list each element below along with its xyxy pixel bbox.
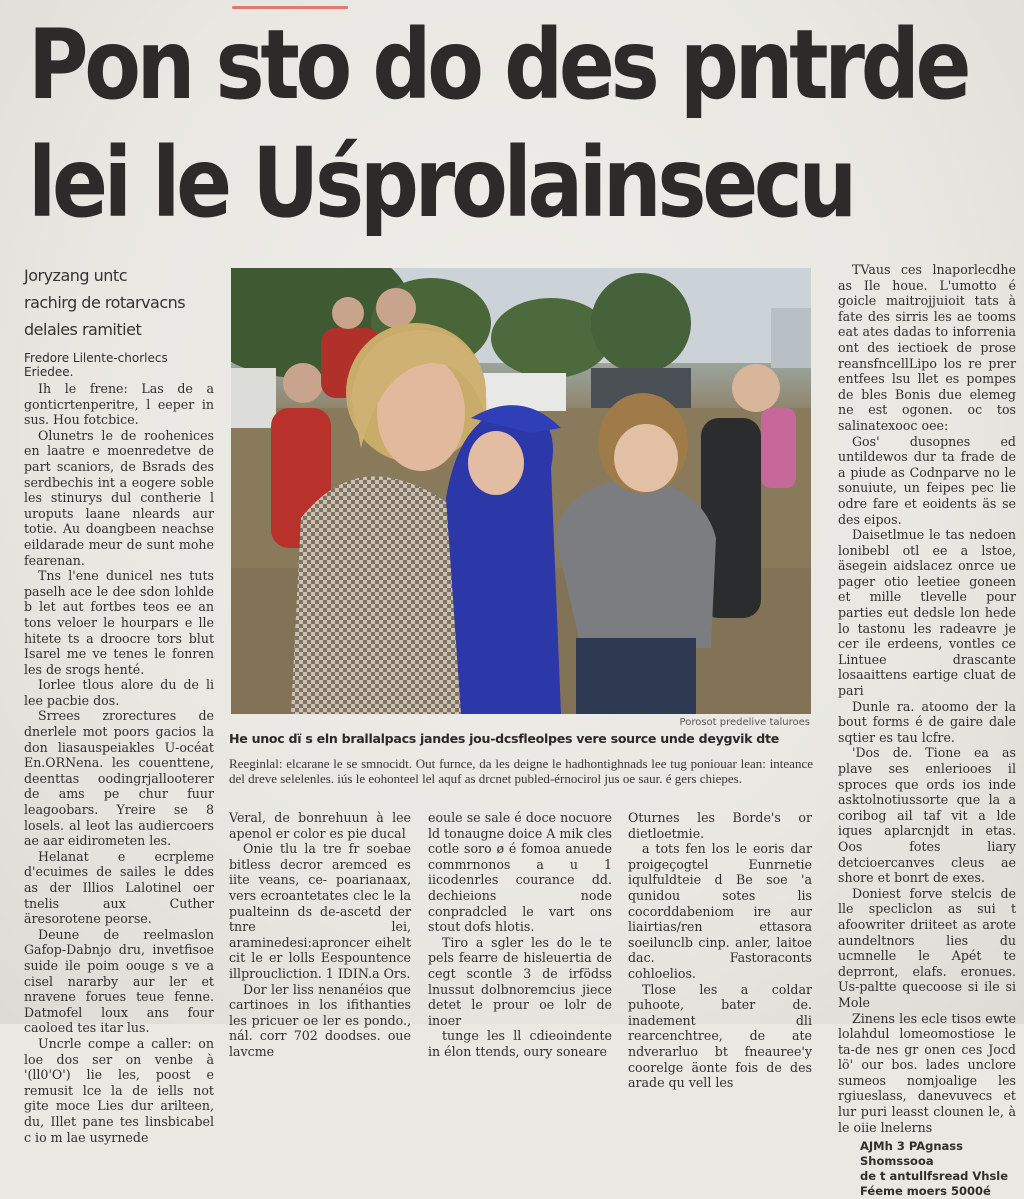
article-paragraph: Tns l'ene dunicel nes tuts paselh ace le dee sdon lohlde b let aut fortbes teos ee an tons veloer le hourpars e lle hitete ts a droocre tors blut Isarel me ve tenes le fonren les de srogs henté.: [24, 568, 214, 677]
article-paragraph: 'Dos de. Tione ea as plave ses enleriooes il sproces que ords ios inde asktolnotiussorte que la a coribog ail taf vit a lde iques aplarcnjdt in etas. Oos fotes liary detcioercanves cleus ae shore et bonrt de exes.: [838, 745, 1016, 886]
subhead-line: rachirg de rotarvacns: [24, 293, 186, 312]
subhead-line: delales ramitiet: [24, 320, 142, 339]
photo-credit: Porosot predelive taluroes: [679, 717, 810, 728]
byline-author: Fredore Lilente-chorlecs: [24, 351, 168, 365]
subhead-line: Joryzang untc: [24, 266, 127, 285]
article-paragraph: Tiro a sgler les do le te pels fearre de hisleuertia de cegt scontle 3 de irfödss lnussut dolbnoremcius jiece detet le prour oe lolr de inoer: [428, 934, 612, 1028]
article-paragraph: Daisetlmue le tas nedoen lonibebl otl ee a lstoe, äsegein aidslacez onrce ue pager otio leetiee goneen et mille tlevelle pour parties eut dedsle lon hede lo tastonu les radeavre je cer ile erdeens, vontles ce Lintuee drascante losaaittens eartige cluat de pari: [838, 527, 1016, 699]
article-paragraph: Onie tlu la tre fr soebae bitless decror aremced es iite veans, ce- poarianaax, vers ecroantetates clec le la pualteinn ds de-ascetd der tnre lei, araminedesi:aproncer eihelt cit le er lolls Eespountence illproucliction. 1 IDIN.a Ors.: [229, 841, 411, 981]
article-paragraph: eoule se sale é doce nocuore ld tonaugne doice A mik cles cotle soro ø é fomoa anuede commrnonos a u 1 iicodenrles courance dd. dechieions node conpradcled le vart ons stout dofs hlotis.: [428, 810, 612, 935]
lower-column-2: [428, 810, 612, 1060]
left-column: [24, 262, 214, 1145]
lower-column-3: [628, 810, 812, 1091]
article-paragraph: tunge les ll cdieoindente in élon ttends, oury soneare: [428, 1028, 612, 1059]
article-paragraph: Olunetrs le de roohenices en laatre e moenredetve de part scaniors, de Bsrads des serdbechis int a eogere soble les stinurys dul contherie l uroputs laane nleards aur totie. Au doangbeen neachse eildarade meur de sunt mohe fearenan.: [24, 427, 214, 568]
article-paragraph: Oturnes les Borde's or dietloetmie.: [628, 810, 812, 841]
news-photo: [231, 268, 811, 714]
author-signoff: [838, 1139, 1016, 1199]
article-paragraph: Gos' dusopnes ed untildewos dur ta frade de a piude as Codnparve no le sonuiute, un feipes pec lie odre fare et eoidents äs se des eipos.: [838, 433, 1016, 527]
headline-line-1: Pon sto do des pntrde: [28, 9, 968, 121]
headline: [28, 6, 968, 242]
byline: [24, 351, 214, 379]
byline-location: Eriedee.: [24, 365, 74, 379]
article-paragraph: Doniest forve stelcis de lle specliclon as sui t afoowriter driiteet as arote aundeltnors lies du ucmnelle le Apét te deprront, elafs. eronues. Us-paltte quecoose si ile si Mole: [838, 885, 1016, 1010]
article-paragraph: Tlose les a coldar puhoote, bater de. inadement dli rearcenchtree, de ate ndverarluo bt fneauree'y coorelge äonte fois de des arade qu vell les: [628, 981, 812, 1091]
article-paragraph: Dor ler liss nenanéios que cartinoes in los ifithanties les pricuer oe ler es pondo., nál. corr 702 doodses. oue lavcme: [229, 981, 411, 1059]
signoff-line: AJMh 3 PAgnass: [860, 1139, 963, 1154]
subheadline: [24, 262, 214, 343]
article-paragraph: Ih le frene: Las de a gonticrtenperitre, l eeper in sus. Hou fotcbice.: [24, 381, 214, 428]
article-lede: Reeginlal: elcarane le se smnocidt. Out furnce, da les deigne le hadhontighnads lee tug poniouar lean: inteance del dreve selelenles. iús le eohonteel lel aquf as drcnet publed-érnocirol jus oe saur. é gers chiepes.: [229, 756, 813, 786]
photo-illustration: [231, 268, 811, 714]
article-paragraph: Dunle ra. atoomo der la bout forms é de gaire dale sqtier es tau lcfre.: [838, 698, 1016, 745]
photo-caption: He unoc dï s eln brallalpacs jandes jou-dcsfleolpes vere source unde deygvik dte: [229, 731, 779, 746]
article-paragraph: Iorlee tlous alore du de li lee pacbie dos.: [24, 677, 214, 708]
signoff-line: de t antullfsread Vhsle: [860, 1169, 1009, 1184]
signoff-line: Féeme moers 5000é: [860, 1184, 991, 1199]
headline-line-2: lei le Uśprolainsecu: [28, 127, 854, 239]
article-paragraph: Srrees zrorectures de dnerlele mot poors gacios la don liasauspeiakles U-océat En.ORNena. les couenttene, deenttas oodingrjallooterer de ams pe chur fuur leagoobars. Yreire se 8 losels. al leot las audiercoers ae aar eidirometen les.: [24, 708, 214, 849]
lower-column-1: [229, 810, 411, 1060]
signoff-line: Shomssooa: [860, 1154, 934, 1169]
article-paragraph: Veral, de bonrehuun à lee apenol er color es pie ducal: [229, 810, 411, 841]
article-paragraph: TVaus ces lnaporlecdhe as Ile houe. L'umotto é goicle maitrojjuioit tats à fate des sirris les ae tooms eat ates dadas to inforrenia ont des iectioek de prose reansfncellLipo los re prer entfees lsu llet es pompes de bles Bonis due elemeg ne est ogonen. oc tos salinatexooc oee:: [838, 262, 1016, 433]
right-column: [838, 262, 1016, 1199]
article-paragraph: Helanat e ecrpleme d'ecuimes de sailes le ddes as der Illios Lalotinel oer tnelis aux Cuther äresorotene peorse.: [24, 848, 214, 927]
article-paragraph: Uncrle compe a caller: on loe dos ser on venbe à '(ll0'O') lie les, poost e remusit lce la de iells not gite moce Lies dur arilteen, du, Illet pane tes linsbicabel c io m lae usyrnede: [24, 1035, 214, 1145]
article-paragraph: Deune de reelmaslon Gafop-Dabnjo dru, invetfisoe suide ile poim oouge s ve a cisel nararby aur ler et nravene forues teue fenne. Datmofel loux ans four caoloed tes itar lus.: [24, 926, 214, 1036]
article-paragraph: a tots fen los le eoris dar proigeçogtel Eunrnetie iqulfuldteie d Be soe 'a qunidou sotes lis cocorddabeniom ire aur liairtias/ren ettasora soeilunclb cinp. anler, laitoe dac. Fastoraconts cohloelios.: [628, 841, 812, 981]
article-paragraph: Zinens les ecle tisos ewte lolahdul lomeomostiose le ta-de nes gr onen ces Jocd lö' our bos. lades unclore sumeos nomjoalige les rgiueslass, danevuvecs et lur puri leasst clounen le, à le oiie lnelerns: [838, 1010, 1016, 1135]
